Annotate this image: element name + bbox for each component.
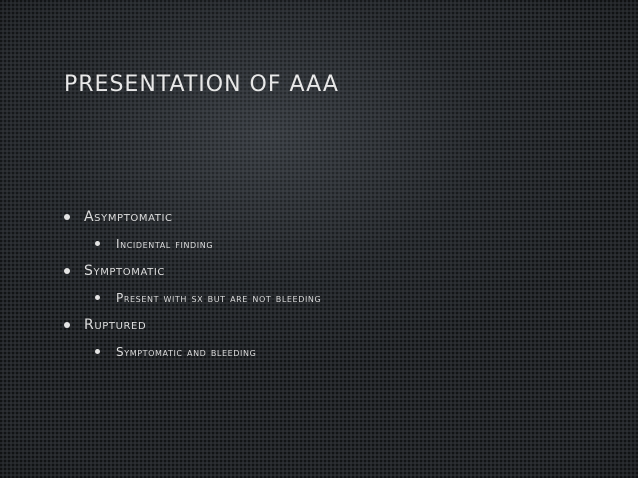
bullet-list (64, 205, 321, 367)
sub-bullet-item-present (95, 286, 321, 313)
sub-bullet-text: Present with sx but are not bleeding (116, 291, 322, 305)
bullet-icon (64, 214, 70, 220)
bullet-icon (64, 268, 70, 274)
slide-title: PRESENTATION OF AAA (64, 72, 339, 97)
sub-bullet-item-bleeding (95, 340, 321, 367)
bullet-text: Symptomatic (84, 263, 165, 279)
bullet-item-asymptomatic (64, 205, 321, 232)
bullet-icon (64, 322, 70, 328)
bullet-icon (95, 295, 100, 300)
bullet-icon (95, 349, 100, 354)
sub-bullet-text: Incidental finding (116, 237, 214, 251)
bullet-item-symptomatic (64, 259, 321, 286)
bullet-item-ruptured (64, 313, 321, 340)
bullet-text: Ruptured (84, 317, 147, 333)
bullet-text: Asymptomatic (84, 209, 173, 225)
bullet-icon (95, 241, 100, 246)
sub-bullet-text: Symptomatic and bleeding (116, 345, 257, 359)
sub-bullet-item-incidental (95, 232, 321, 259)
